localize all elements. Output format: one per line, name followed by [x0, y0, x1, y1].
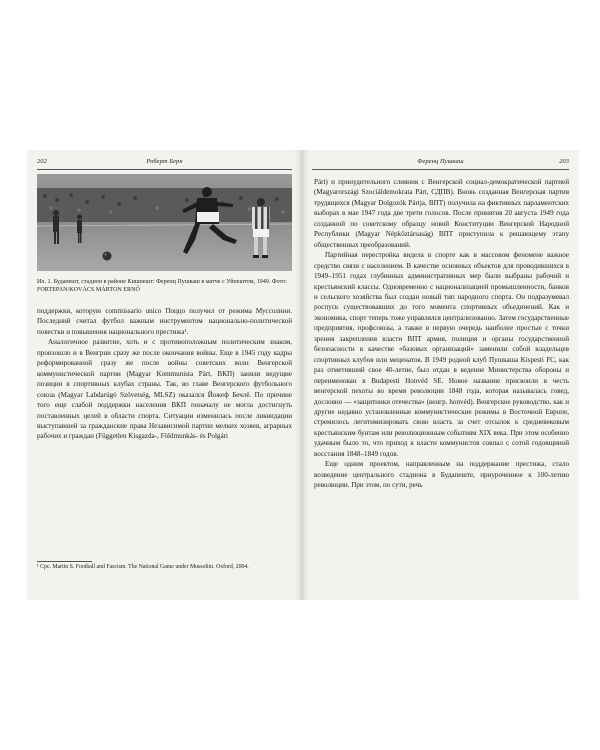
running-head-left: Роберт Берн: [146, 158, 183, 165]
header-rule-left: [37, 169, 292, 170]
right-body-text: [314, 177, 569, 491]
photo-caption: Ил. 1. Будапешт, стадион в районе Кишпешт: Ференц Пушкаш в матче с Уйпештом, 1949. Фото: FORTEPAN/KOVÁCS MÁRTON ERNŐ: [37, 279, 287, 294]
left-body-text: [37, 306, 292, 442]
paragraph: Аналогичное развитие, хоть и с противоположным политическим знаком, произошло и в Венгрии сразу же после окончания войны. Еще в 1945 году кадры реформированной сразу же после войны советских волн Венгерской коммунистической партии (Magyar Kommunista Párt, ВКП) заняли ведущие позиции в спортивных клубах страны. Так, во главе Венгерского футбольного союза (Magyar Labdarúgó Szövetség, MLSZ) оказался Йожеф Бечлё. По причине того еще слабой поддержки населения ВКП поначалу не могла достигнуть поставленных целей в области спорта. Ситуации изменилась после ликвидации выступавшей за гражданские права Независимой партии мелких хозяев, аграрных рабочих и граждан (Független Kisgazda-, Földmunkás- és Polgári: [37, 338, 292, 441]
left-page: [27, 150, 302, 600]
footnote: ¹ Срс. Martin S. Football and Fascism. The National Game under Mussolini. Oxford, 2004.: [37, 564, 249, 570]
paragraph: Еще одним проектом, направленным на поддержание престижа, стало возведение центрального стадиона в Будапеште, приуроченное к 100-летию революции. При этом, по сути, речь: [314, 460, 569, 490]
paragraph: поддержки, которую commissario unico Поццо получил от режима Муссолини. Последний считал футбол важным инструментом национально-политической повестки и повышения национального престижа¹.: [37, 307, 292, 336]
paragraph: Párt) и принудительного слияния с Венгерской социал-демократической партией (Magyarországi Szociáldemokrata Párt, СДПВ). Вновь созданная Венгерская партия трудящихся (Magyar Dolgozók Pártja, ВПТ) получила на фиктивных парламентских выборах в мае 1947 года две трети голосов. После принятия 20 августа 1949 года созданной по советскому образцу новой Конституции Венгерской Народной Республики (Magyar Népköztársaság) ВПТ приступила к решающему этапу общественных преобразований.: [314, 178, 569, 249]
photo-football-match: [37, 174, 292, 271]
header-rule-right: [312, 169, 569, 170]
paragraph: Партийная перестройка видела в спорте как в массовом феномене важное средство связи с населением. В качестве основных объектов для проводившихся в 1949–1951 годах глубинных административных мер были выбраны рабочий и крестьянский классы. Одновременно с национализацией промышленности, банков и сельского хозяйства был создан новый тип народного спорта. Он подразумевал роспуск существовавших до того момента спортивных объединений. Как и экономика, спорт теперь тоже управлялся централизованно. Затем государственные предприятия, профсоюзы, а также в первую очередь наиболее простые с точки зрения закрепления власти ВПТ армия, полиция и органы государственной безопасности в качестве «базовых организаций» заменили собой владельцев спортивных клубов или меценатов. В 1949 родной клуб Пушкаша Kispesti FC, как раз отметивший свое 40-летие, был отдан в ведение Министерства обороны и переименован в Budapesti Honvéd SE. Новое название присвоили в честь венгерской пехоты во время революции 1848 года, которая называлась говед, дословно — «защитники отечества» (венгр. honvéd). Венгерское руководство, как и другие недавно установленные коммунистические режимы в Восточной Европе, стремилось легитимизировать свою власть за счет отсылок к средневековым крестьянским бунтам или революционным событиям XIX века. При этом особенно удачным было то, что приход к власти коммунистов совпал с сотой годовщиной восстания 1848–1849 годов.: [314, 251, 569, 458]
footnote-rule: [37, 561, 92, 562]
running-head-right: Ференц Пушкаш: [417, 158, 464, 165]
page-number-left: 202: [37, 158, 47, 165]
right-page: [302, 150, 579, 600]
page-number-right: 203: [559, 158, 569, 165]
